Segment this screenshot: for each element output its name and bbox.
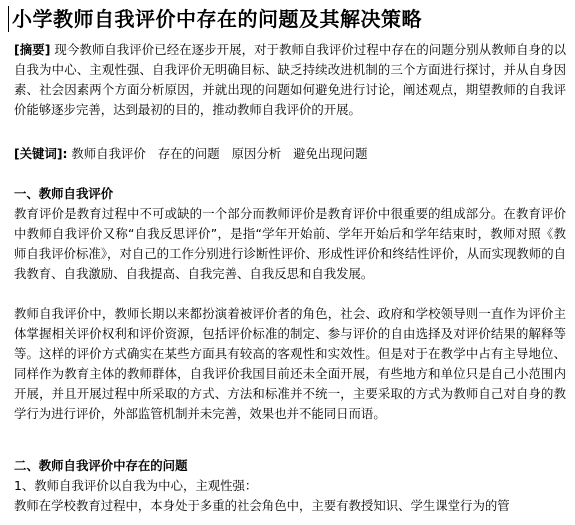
subsection-heading: 1、教师自我评价以自我为中心，主观性强：	[14, 478, 258, 493]
keyword-item: 避免出现问题	[293, 146, 368, 161]
abstract-label: [摘要]	[14, 42, 51, 57]
section-heading: 一、教师自我评价	[14, 186, 114, 201]
keyword-item: 原因分析	[231, 146, 282, 161]
keywords-line	[14, 144, 375, 164]
keyword-item: 存在的问题	[157, 146, 220, 161]
abstract-paragraph	[14, 40, 566, 120]
text-cursor	[8, 6, 9, 32]
document-title: 小学教师自我评价中存在的问题及其解决策略	[12, 7, 422, 31]
abstract-text: 现今教师自我评价已经在逐步开展，对于教师自我评价过程中存在的问题分别从教师自身的以自我为中心、主观性强、自我评价无明确目标、缺乏持续改进机制的三个方面进行探讨，并从自身因素、社会因素两个方面分析原因，并就出现的问题如何避免进行讨论，阐述观点，期望教师的自我评价能够逐步完善，达到最初的目的，推动教师自我评价的开展。	[14, 42, 566, 117]
keywords-label: [关键词]:	[14, 146, 68, 161]
body-paragraph: 教育评价是教育过程中不可或缺的一个部分而教师评价是教育评价中很重要的组成部分。在教育评价中教师自我评价又称“自我反思评价”，是指“学年开始前、学年开始后和学年结束时，教师对照《教师自我评价标准》，对自己的工作分别进行诊断性评价、形成性评价和终结性评价，从而实现教师的自我教育、自我激励、自我提高、自我完善、自我反思和自我发展。	[14, 206, 566, 281]
section-heading: 二、教师自我评价中存在的问题	[14, 458, 188, 473]
body-paragraph: 教师自我评价中，教师长期以来都扮演着被评价者的角色，社会、政府和学校领导则一直作为评价主体掌握相关评价权利和评价资源，包括评价标准的制定、参与评价的自由选择及对评价结果的解释等等。这样的评价方式确实在某些方面具有较高的客观性和实效性。但是对于在教学中占有主导地位、同样作为教育主体的教师群体，自我评价我国目前还未全面开展，有些地方和单位只是自己小范围内开展，并且开展过程中所采取的方式、方法和标准并不统一，主要采取的方式为教师自己对自身的教学行为进行评价，外部监管机制并未完善，效果也并不能同日而语。	[14, 306, 566, 421]
body-paragraph: 教师在学校教育过程中，本身处于多重的社会角色中，主要有教授知识、学生课堂行为的管	[14, 498, 510, 513]
keyword-item: 教师自我评价	[71, 146, 146, 161]
